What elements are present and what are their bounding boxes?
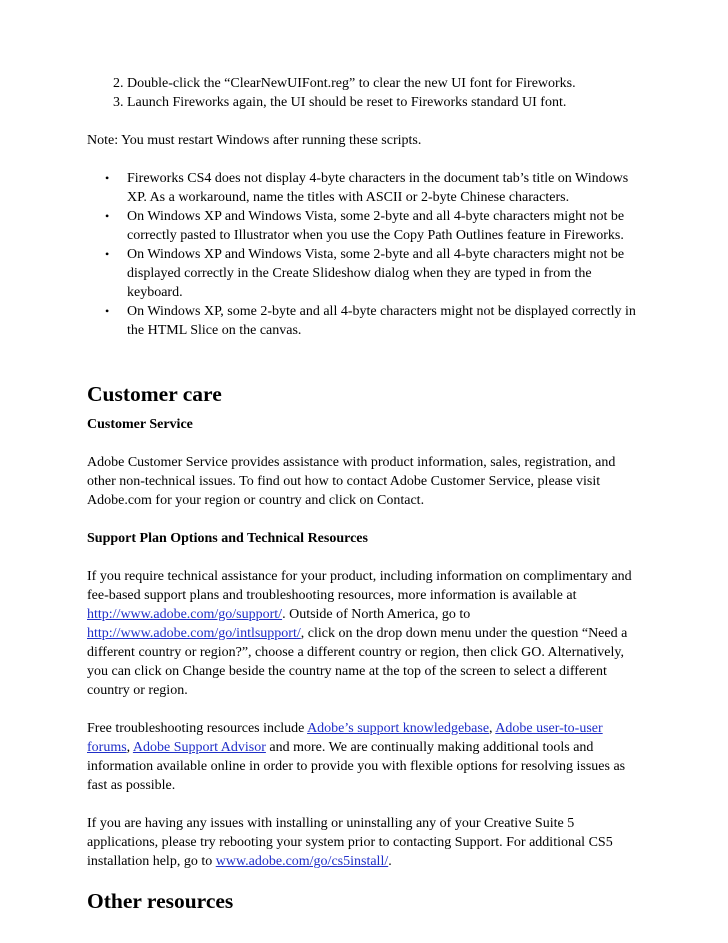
other-resources-heading: Other resources [87,889,234,913]
bullet-icon: • [105,209,110,223]
install-help-paragraph: If you are having any issues with installing or uninstalling any of your Creative Suite 5 applications, please try rebooting your system prior to contacting Support. For additional CS5 installation help, go to www.adobe.com/go/cs5install/. [87,816,613,869]
bullet-icon: • [105,247,110,261]
issue-item: • On Windows XP, some 2-byte and all 4-byte characters might not be displayed correctly in the HTML Slice on the canvas. [105,304,636,338]
cs5install-link[interactable]: www.adobe.com/go/cs5install/ [215,854,389,869]
bullet-icon: • [105,304,110,318]
customer-service-heading: Customer Service [87,417,193,432]
knowledgebase-link[interactable]: Adobe’s support knowledgebase [307,721,490,736]
document-page [87,74,647,914]
known-issues-list [87,169,647,340]
customer-service-paragraph: Adobe Customer Service provides assistance with product information, sales, registration, and other non-technical issues. To find out how to contact Adobe Customer Service, please visit Adobe.com for your region or country and click on Contact. [87,455,616,508]
step-item: 2. Double-click the “ClearNewUIFont.reg” to clear the new UI font for Fireworks. [127,74,647,93]
support-paragraph: If you require technical assistance for your product, including information on complimentary and fee-based support plans and troubleshooting resources, more information is available at http://www.adobe.com/go/support/. Outside of North America, go to http://www.adobe.com/go/intlsupport/, click on the drop down menu under the question “Need a different country or region?”, choose a different country or region, then click GO. Alternatively, you can click on Change beside the country name at the top of the screen to select a different country or region. [87,569,632,698]
restart-note: Note: You must restart Windows after running these scripts. [87,133,422,148]
support-link[interactable]: http://www.adobe.com/go/support/ [87,607,283,622]
support-advisor-link[interactable]: Adobe Support Advisor [132,740,266,755]
step-item: 3. Launch Fireworks again, the UI should be reset to Fireworks standard UI font. [127,93,647,112]
steps-list [87,74,647,112]
issue-item: • On Windows XP and Windows Vista, some 2-byte and all 4-byte characters might not be correctly pasted to Illustrator when you use the Copy Path Outlines feature in Fireworks. [105,209,625,243]
bullet-icon: • [105,171,110,185]
issue-item: • Fireworks CS4 does not display 4-byte characters in the document tab’s title on Windows XP. As a workaround, name the titles with ASCII or 2-byte Chinese characters. [105,171,629,205]
customer-care-heading: Customer care [87,382,222,406]
forums-link[interactable]: Adobe user-to-user forums [87,721,603,755]
free-resources-paragraph: Free troubleshooting resources include Adobe’s support knowledgebase, Adobe user-to-user forums, Adobe Support Advisor and more. We are continually making additional tools and information available online in order to provide you with flexible options for resolving issues as fast as possible. [87,721,626,793]
issue-item: • On Windows XP and Windows Vista, some 2-byte and all 4-byte characters might not be displayed correctly in the Create Slideshow dialog when they are typed in from the keyboard. [105,247,625,300]
intl-support-link[interactable]: http://www.adobe.com/go/intlsupport/ [87,626,301,641]
support-plan-heading: Support Plan Options and Technical Resources [87,531,368,546]
